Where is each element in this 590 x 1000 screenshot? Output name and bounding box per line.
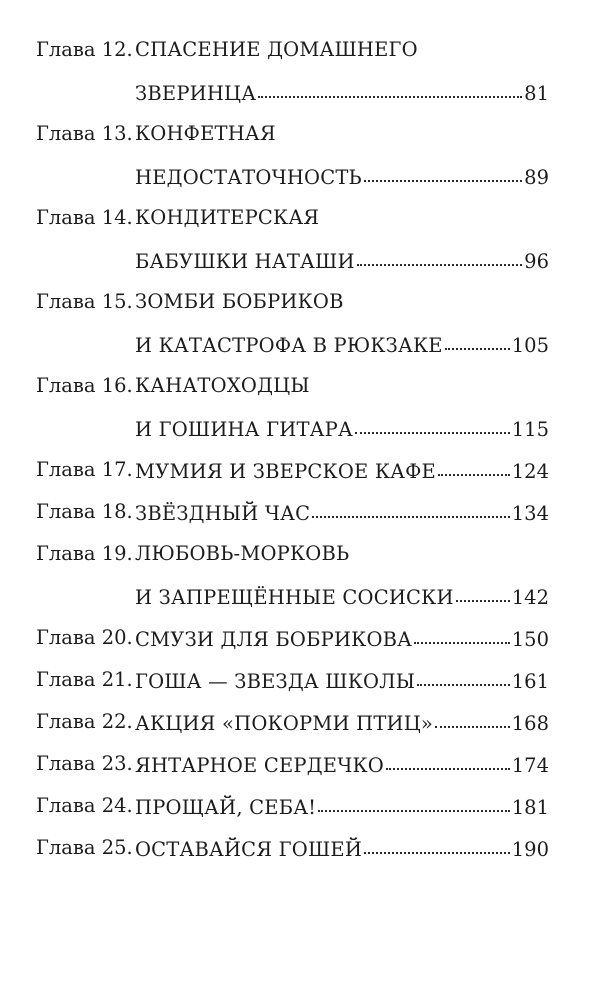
- page-number: 168: [511, 712, 549, 735]
- title-with-leader: [135, 668, 549, 694]
- dot-leader: [318, 794, 510, 814]
- toc-entry: [0, 616, 590, 658]
- toc-line: [0, 154, 590, 196]
- title-with-leader: [135, 416, 549, 442]
- chapter-title: БАБУШКИ НАТАШИ: [135, 250, 355, 273]
- page-number: 124: [511, 460, 549, 483]
- page-number: 161: [511, 670, 549, 693]
- dot-leader: [417, 668, 510, 688]
- toc-line: [0, 574, 590, 616]
- dot-leader: [435, 710, 510, 730]
- chapter-title: АКЦИЯ «ПОКОРМИ ПТИЦ»: [135, 712, 434, 735]
- chapter-title: ЗОМБИ БОБРИКОВ: [135, 290, 344, 313]
- toc-entry: [0, 700, 590, 742]
- title-with-leader: [135, 80, 549, 106]
- toc-entry: [0, 280, 590, 364]
- chapter-title: КОНДИТЕРСКАЯ: [135, 206, 320, 229]
- chapter-number: Глава 19.: [36, 542, 133, 565]
- toc-entry: [0, 826, 590, 868]
- toc-entry: [0, 658, 590, 700]
- dot-leader: [357, 248, 523, 268]
- title-with-leader: [135, 710, 549, 736]
- page-number: 105: [511, 334, 549, 357]
- chapter-number: Глава 20.: [36, 626, 133, 649]
- toc-line: [0, 280, 590, 322]
- toc-line: [0, 658, 590, 700]
- chapter-title: КАНАТОХОДЦЫ: [135, 374, 310, 397]
- toc-line: [0, 784, 590, 826]
- toc-entry: [0, 532, 590, 616]
- toc-entry: [0, 364, 590, 448]
- chapter-title: МУМИЯ И ЗВЕРСКОЕ КАФЕ: [135, 460, 436, 483]
- toc-entry: [0, 490, 590, 532]
- chapter-number: Глава 12.: [36, 38, 133, 61]
- toc-line: [0, 490, 590, 532]
- dot-leader: [386, 752, 510, 772]
- toc-line: [0, 700, 590, 742]
- toc-entry: [0, 112, 590, 196]
- chapter-title: И ЗАПРЕЩЁННЫЕ СОСИСКИ: [135, 586, 454, 609]
- dot-leader: [456, 584, 510, 604]
- title-with-leader: [135, 752, 549, 778]
- page-number: 142: [511, 586, 549, 609]
- title-with-leader: [135, 458, 549, 484]
- dot-leader: [258, 80, 522, 100]
- chapter-number: Глава 18.: [36, 500, 133, 523]
- title-with-leader: [135, 836, 549, 862]
- chapter-title: ОСТАВАЙСЯ ГОШЕЙ: [135, 838, 363, 861]
- chapter-number: Глава 14.: [36, 206, 133, 229]
- page-number: 190: [511, 838, 549, 861]
- chapter-title: ЗВЕРИНЦА: [135, 82, 257, 105]
- page-number: 89: [524, 166, 549, 189]
- chapter-number: Глава 13.: [36, 122, 133, 145]
- chapter-number: Глава 24.: [36, 794, 133, 817]
- toc-entry: [0, 784, 590, 826]
- toc-line: [0, 196, 590, 238]
- title-with-leader: [135, 164, 549, 190]
- chapter-title: ЛЮБОВЬ-МОРКОВЬ: [135, 542, 350, 565]
- title-with-leader: [135, 500, 549, 526]
- toc-entry: [0, 28, 590, 112]
- chapter-number: Глава 21.: [36, 668, 133, 691]
- chapter-title: КОНФЕТНАЯ: [135, 122, 276, 145]
- dot-leader: [355, 416, 510, 436]
- page-number: 150: [511, 628, 549, 651]
- dot-leader: [312, 500, 509, 520]
- dot-leader: [438, 458, 510, 478]
- toc-line: [0, 826, 590, 868]
- chapter-number: Глава 22.: [36, 710, 133, 733]
- page-number: 96: [524, 250, 549, 273]
- chapter-title: СМУЗИ ДЛЯ БОБРИКОВА: [135, 628, 413, 651]
- toc-line: [0, 742, 590, 784]
- toc-entry: [0, 448, 590, 490]
- toc-line: [0, 70, 590, 112]
- toc-line: [0, 112, 590, 154]
- toc-entry: [0, 196, 590, 280]
- title-with-leader: [135, 626, 549, 652]
- page-number: 81: [524, 82, 549, 105]
- page-number: 181: [511, 796, 549, 819]
- title-with-leader: [135, 584, 549, 610]
- chapter-title: СПАСЕНИЕ ДОМАШНЕГО: [135, 38, 418, 61]
- dot-leader: [364, 836, 510, 856]
- chapter-title: ГОША — ЗВЕЗДА ШКОЛЫ: [135, 670, 416, 693]
- toc-line: [0, 238, 590, 280]
- chapter-title: И ГОШИНА ГИТАРА: [135, 418, 353, 441]
- title-with-leader: [135, 248, 549, 274]
- dot-leader: [414, 626, 510, 646]
- toc-line: [0, 448, 590, 490]
- table-of-contents: [0, 28, 590, 868]
- chapter-number: Глава 15.: [36, 290, 133, 313]
- page-number: 134: [511, 502, 549, 525]
- chapter-title: НЕДОСТАТОЧНОСТЬ: [135, 166, 362, 189]
- toc-line: [0, 532, 590, 574]
- dot-leader: [364, 164, 522, 184]
- chapter-number: Глава 17.: [36, 458, 133, 481]
- title-with-leader: [135, 794, 549, 820]
- chapter-title: ЯНТАРНОЕ СЕРДЕЧКО: [135, 754, 384, 777]
- dot-leader: [445, 332, 510, 352]
- toc-entry: [0, 742, 590, 784]
- chapter-number: Глава 23.: [36, 752, 133, 775]
- page-number: 115: [511, 418, 549, 441]
- toc-line: [0, 364, 590, 406]
- chapter-title: ПРОЩАЙ, СЕБА!: [135, 796, 317, 819]
- toc-line: [0, 406, 590, 448]
- chapter-number: Глава 16.: [36, 374, 133, 397]
- toc-line: [0, 616, 590, 658]
- chapter-number: Глава 25.: [36, 836, 133, 859]
- page-number: 174: [511, 754, 549, 777]
- toc-line: [0, 322, 590, 364]
- title-with-leader: [135, 332, 549, 358]
- chapter-title: И КАТАСТРОФА В РЮКЗАКЕ: [135, 334, 443, 357]
- chapter-title: ЗВЁЗДНЫЙ ЧАС: [135, 502, 311, 525]
- toc-line: [0, 28, 590, 70]
